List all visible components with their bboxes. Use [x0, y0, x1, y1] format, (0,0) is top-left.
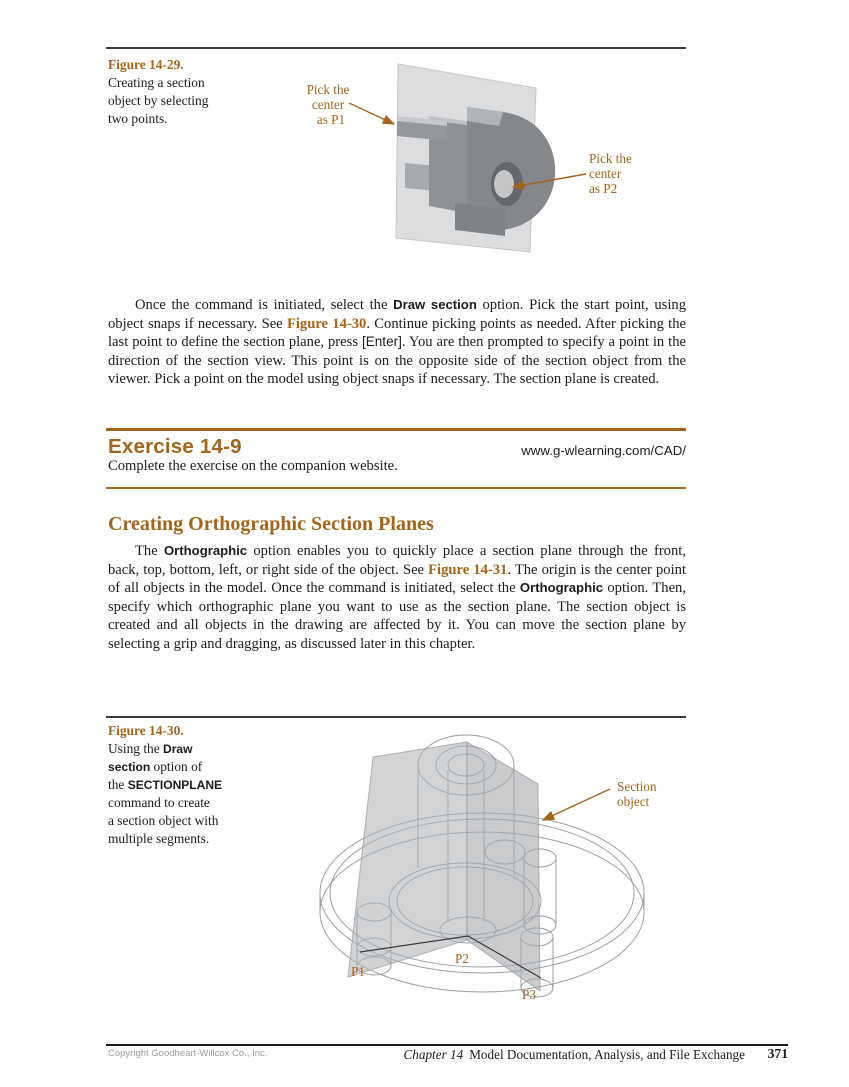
p1-label-line2: center — [311, 97, 345, 112]
annotation-section-object — [543, 779, 657, 820]
exercise-body: Complete the exercise on the companion website. — [108, 458, 398, 474]
section-object-label-line2: object — [617, 794, 650, 809]
figure30-caption-text: Using the Draw section option of the SECTIONPLANE command to create a section object with multiple segments. — [108, 741, 223, 846]
figure30-label: Figure 14-30. — [108, 723, 184, 738]
exercise-url: www.g-wlearning.com/CAD/ — [521, 443, 686, 458]
figure29-top-rule — [106, 47, 686, 49]
point-label-p3: P3 — [522, 987, 536, 1002]
section-plane-left-segment — [348, 742, 467, 977]
footer-chapter-number: Chapter 14 — [403, 1047, 464, 1062]
p2-label-line2: center — [589, 166, 622, 181]
footer-rule — [106, 1044, 788, 1046]
section-heading: Creating Orthographic Section Planes — [108, 513, 434, 535]
p1-label-line1: Pick the — [306, 82, 350, 97]
annotation-p1 — [307, 82, 394, 127]
section-object-arrow — [543, 789, 610, 820]
figure29-caption-text: Creating a section object by selecting two points. — [108, 75, 209, 126]
p1-label-line3: as P1 — [316, 112, 346, 127]
footer-chapter-title: Model Documentation, Analysis, and File Exchange — [469, 1047, 745, 1062]
p1-arrow — [349, 103, 394, 124]
paragraph-draw-section: Once the command is initiated, select the Draw section option. Pick the start point, using object snaps if necessary. See Figure 14-30. Continue picking points as needed. After picking the last point to define the section plane, press [Enter]. You are then prompted to specify a point in the direction of the section view. This point is on the opposite side of the section object from the viewer. Pick a point on the model using object snaps if necessary. The section plane is created. — [108, 297, 686, 388]
figure29-illustration — [290, 56, 710, 261]
figure30-caption — [108, 722, 288, 848]
point-label-p2: P2 — [455, 951, 469, 966]
footer-copyright: Copyright Goodheart-Willcox Co., Inc. — [108, 1048, 268, 1059]
point-label-p1: P1 — [351, 964, 365, 979]
exercise-bottom-rule — [106, 487, 686, 489]
p2-label-line1: Pick the — [589, 151, 632, 166]
figure30-illustration — [300, 718, 710, 1018]
exercise-top-rule — [106, 428, 686, 431]
figure29-label: Figure 14-29. — [108, 57, 184, 72]
section-object-label-line1: Section — [617, 779, 657, 794]
p2-label-line3: as P2 — [589, 181, 618, 196]
figure29-caption — [108, 56, 288, 128]
footer-page-number: 371 — [767, 1046, 788, 1061]
section-plane-right-segment — [467, 742, 540, 991]
footer-chapter — [403, 1047, 745, 1063]
paragraph-orthographic: The Orthographic option enables you to quickly place a section plane through the front, back, top, bottom, left, or right side of the object. See Figure 14-31. The origin is the center point of all objects in the model. Once the command is initiated, select the Orthographic option. Then, specify which orthographic plane you want to use as the section plane. The section object is created and all objects in the drawing are affected by it. You can move the section plane by selecting a grip and dragging, as discussed later in this chapter. — [108, 543, 686, 652]
exercise-title: Exercise 14-9 — [108, 435, 242, 458]
